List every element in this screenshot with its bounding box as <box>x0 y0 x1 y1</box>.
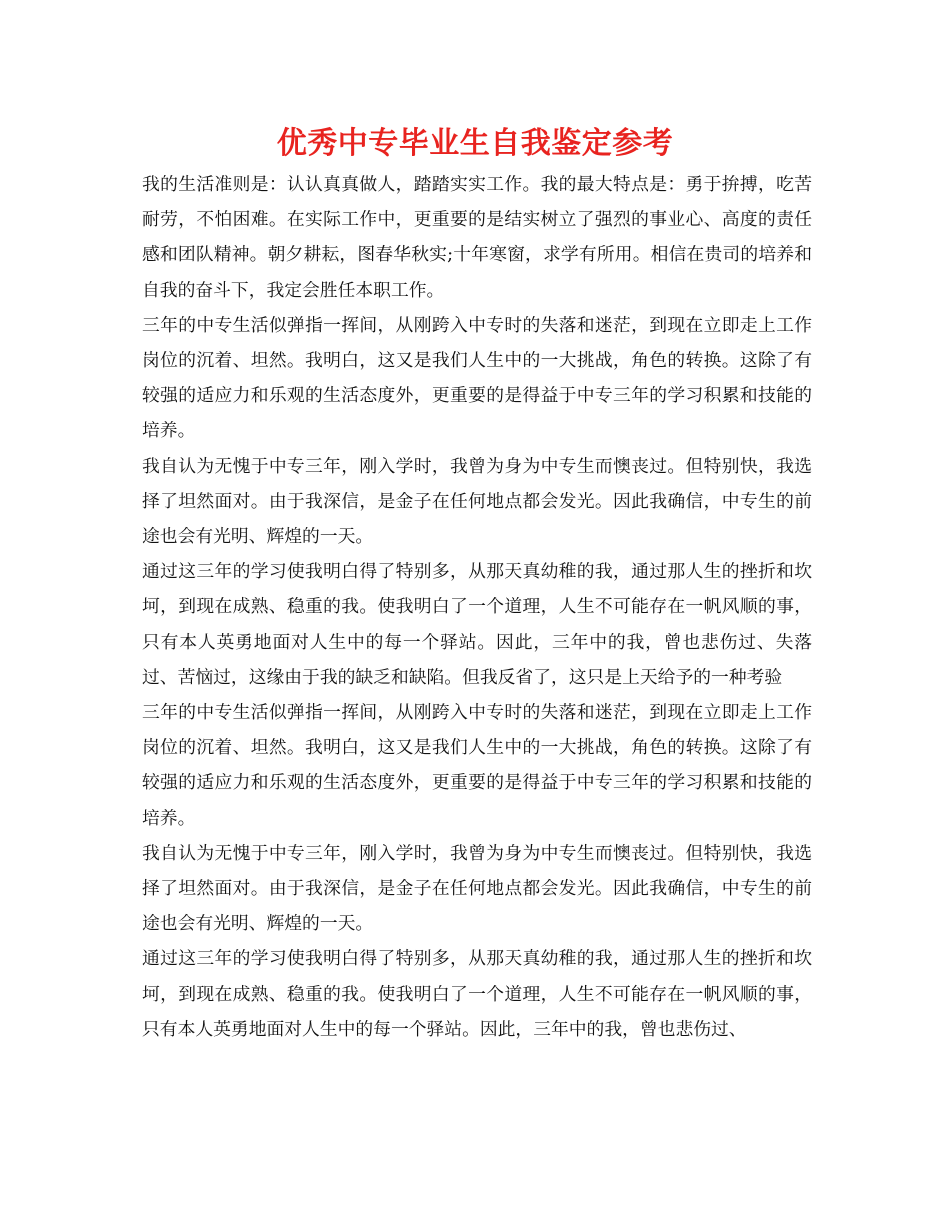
document-title: 优秀中专毕业生自我鉴定参考 <box>276 126 674 161</box>
document-body <box>142 167 812 1047</box>
paragraph-3: 我自认为无愧于中专三年，刚入学时，我曾为身为中专生而懊丧过。但特别快，我选择了坦然面对。由于我深信，是金子在任何地点都会发光。因此我确信，中专生的前途也会有光明、辉煌的一天。 <box>142 455 812 548</box>
paragraph-7: 通过这三年的学习使我明白得了特别多，从那天真幼稚的我，通过那人生的挫折和坎坷，到现在成熟、稳重的我。使我明白了一个道理，人生不可能存在一帆风顺的事，只有本人英勇地面对人生中的每一个驿站。因此，三年中的我，曾也悲伤过、 <box>142 948 812 1040</box>
paragraph-6: 我自认为无愧于中专三年，刚入学时，我曾为身为中专生而懊丧过。但特别快，我选择了坦然面对。由于我深信，是金子在任何地点都会发光。因此我确信，中专生的前途也会有光明、辉煌的一天。 <box>142 842 812 935</box>
paragraph-5: 三年的中专生活似弹指一挥间，从刚跨入中专时的失落和迷茫，到现在立即走上工作岗位的沉着、坦然。我明白，这又是我们人生中的一大挑战，角色的转换。这除了有较强的适应力和乐观的生活态度外，更重要的是得益于中专三年的学习积累和技能的培养。 <box>142 702 812 829</box>
paragraph-1: 我的生活准则是：认认真真做人，踏踏实实工作。我的最大特点是：勇于拚搏，吃苦耐劳，不怕困难。在实际工作中，更重要的是结实树立了强烈的事业心、高度的责任感和团队精神。朝夕耕耘，图春华秋实;十年寒窗，求学有所用。相信在贵司的培养和自我的奋斗下，我定会胜任本职工作。 <box>142 174 812 301</box>
paragraph-4: 通过这三年的学习使我明白得了特别多，从那天真幼稚的我，通过那人生的挫折和坎坷，到现在成熟、稳重的我。使我明白了一个道理，人生不可能存在一帆风顺的事，只有本人英勇地面对人生中的每一个驿站。因此，三年中的我，曾也悲伤过、失落过、苦恼过，这缘由于我的缺乏和缺陷。但我反省了，这只是上天给予的一种考验 <box>142 561 812 688</box>
paragraph-2: 三年的中专生活似弹指一挥间，从刚跨入中专时的失落和迷茫，到现在立即走上工作岗位的沉着、坦然。我明白，这又是我们人生中的一大挑战，角色的转换。这除了有较强的适应力和乐观的生活态度外，更重要的是得益于中专三年的学习积累和技能的培养。 <box>142 314 812 442</box>
